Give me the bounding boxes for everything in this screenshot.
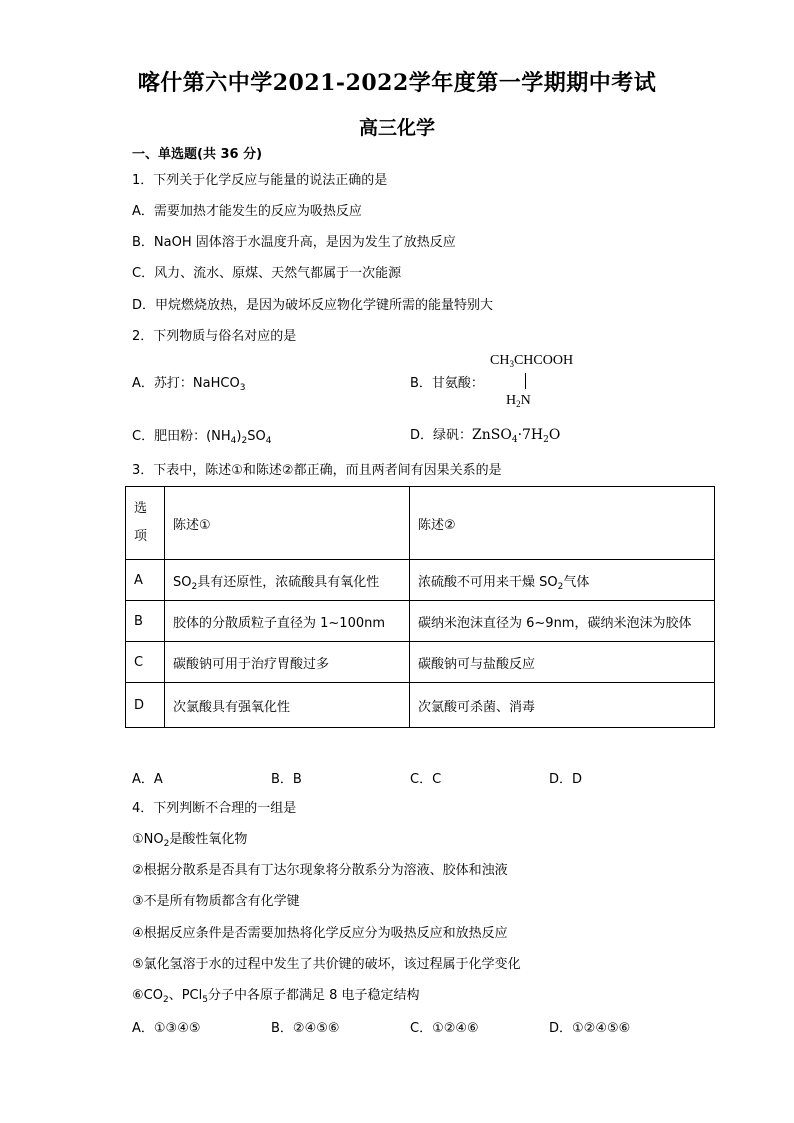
q2-option-b-label: B．甘氨酸： <box>410 376 484 391</box>
q3-option-b: B．B <box>271 772 302 787</box>
q4-option-a: A．①③④⑤ <box>132 1021 201 1036</box>
q1-option-c: C．风力、流水、原煤、天然气都属于一次能源 <box>132 266 402 281</box>
q2-option-a <box>132 375 245 393</box>
q3-option-a: A．A <box>132 772 163 787</box>
row-option-cell: C <box>126 642 165 683</box>
row-statement1-cell: 次氯酸具有强氧化性 <box>165 683 410 728</box>
q4-item-6: $⑥CO_2$、PCl$_5$分子中各原子都满足 8 电子稳定结构 <box>132 988 420 1005</box>
table-row <box>126 683 715 728</box>
q2-option-a-label: A．苏打： <box>132 376 193 391</box>
q1-option-b: B．NaOH 固体溶于水温度升高，是因为发生了放热反应 <box>132 235 456 250</box>
q2-stem: 2．下列物质与俗名对应的是 <box>132 329 297 344</box>
row-statement1-cell: $SO_2$具有还原性，浓硫酸具有氧化性 <box>165 560 410 601</box>
glycine-structural-formula: $CH_3CHCOOH$ $H_2N$ <box>490 353 574 409</box>
q4-option-b: B．②④⑤⑥ <box>271 1021 340 1036</box>
header-option-cell: 选 项 <box>126 487 165 560</box>
row-statement2-cell: 次氯酸可杀菌、消毒 <box>410 683 715 728</box>
q4-item-4: ④根据反应条件是否需要加热将化学反应分为吸热反应和放热反应 <box>132 926 508 941</box>
q2-option-d <box>410 426 560 445</box>
q4-option-d: D．①②④⑤⑥ <box>549 1021 631 1036</box>
row-option-cell: A <box>126 560 165 601</box>
exam-subtitle: 高三化学 <box>358 117 435 139</box>
row-option-cell: D <box>126 683 165 728</box>
header-statement1-cell: 陈述① <box>165 487 410 560</box>
q3-stem: 3．下表中，陈述①和陈述②都正确，而且两者间有因果关系的是 <box>132 463 502 478</box>
row-statement2-cell: 碳纳米泡沫直径为 6~9nm，碳纳米泡沫为胶体 <box>410 601 715 642</box>
table-row <box>126 560 715 601</box>
q4-item-5: ⑤氯化氢溶于水的过程中发生了共价键的破坏，该过程属于化学变化 <box>132 957 521 972</box>
q4-stem: 4．下列判断不合理的一组是 <box>132 801 297 816</box>
table-header-row <box>126 487 715 560</box>
q2-option-d-formula: $ZnSO_4\cdot 7H_2O$ <box>472 427 561 445</box>
q4-option-c: C．①②④⑥ <box>410 1021 479 1036</box>
row-option-cell: B <box>126 601 165 642</box>
table-row <box>126 642 715 683</box>
q1-option-d: D．甲烷燃烧放热，是因为破坏反应物化学键所需的能量特别大 <box>132 298 494 313</box>
q1-option-a: A．需要加热才能发生的反应为吸热反应 <box>132 204 362 219</box>
glycine-bond-line <box>525 373 526 389</box>
q2-option-c-label: C．肥田粉： <box>132 429 207 444</box>
row-statement2-cell: 碳酸钠可与盐酸反应 <box>410 642 715 683</box>
row-statement1-cell: 胶体的分散质粒子直径为 1~100nm <box>165 601 410 642</box>
q2-option-c <box>132 428 271 446</box>
q2-option-c-formula: $(NH_4)_2SO_4$ <box>206 429 272 446</box>
q3-option-d: D．D <box>549 772 583 787</box>
q1-stem: 1．下列关于化学反应与能量的说法正确的是 <box>132 173 388 188</box>
q2-option-a-formula: NaHCO$_3$ <box>192 376 246 393</box>
table-row <box>126 601 715 642</box>
q4-item-1: $①NO_2$是酸性氧化物 <box>132 832 248 849</box>
section-heading: 一、单选题(共 36 分) <box>132 147 263 162</box>
header-statement2-cell: 陈述② <box>410 487 715 560</box>
q2-option-d-label: D．绿矾： <box>410 428 473 443</box>
q4-item-3: ③不是所有物质都含有化学键 <box>132 894 300 909</box>
row-statement2-cell: 浓硫酸不可用来干燥 $SO_2$气体 <box>410 560 715 601</box>
exam-title: 喀什第六中学2021-2022学年度第一学期期中考试 <box>137 70 657 96</box>
q4-item-2: ②根据分散系是否具有丁达尔现象将分散系分为溶液、胶体和浊液 <box>132 863 508 878</box>
q3-table <box>125 486 715 728</box>
row-statement1-cell: 碳酸钠可用于治疗胃酸过多 <box>165 642 410 683</box>
q3-option-c: C．C <box>410 772 442 787</box>
